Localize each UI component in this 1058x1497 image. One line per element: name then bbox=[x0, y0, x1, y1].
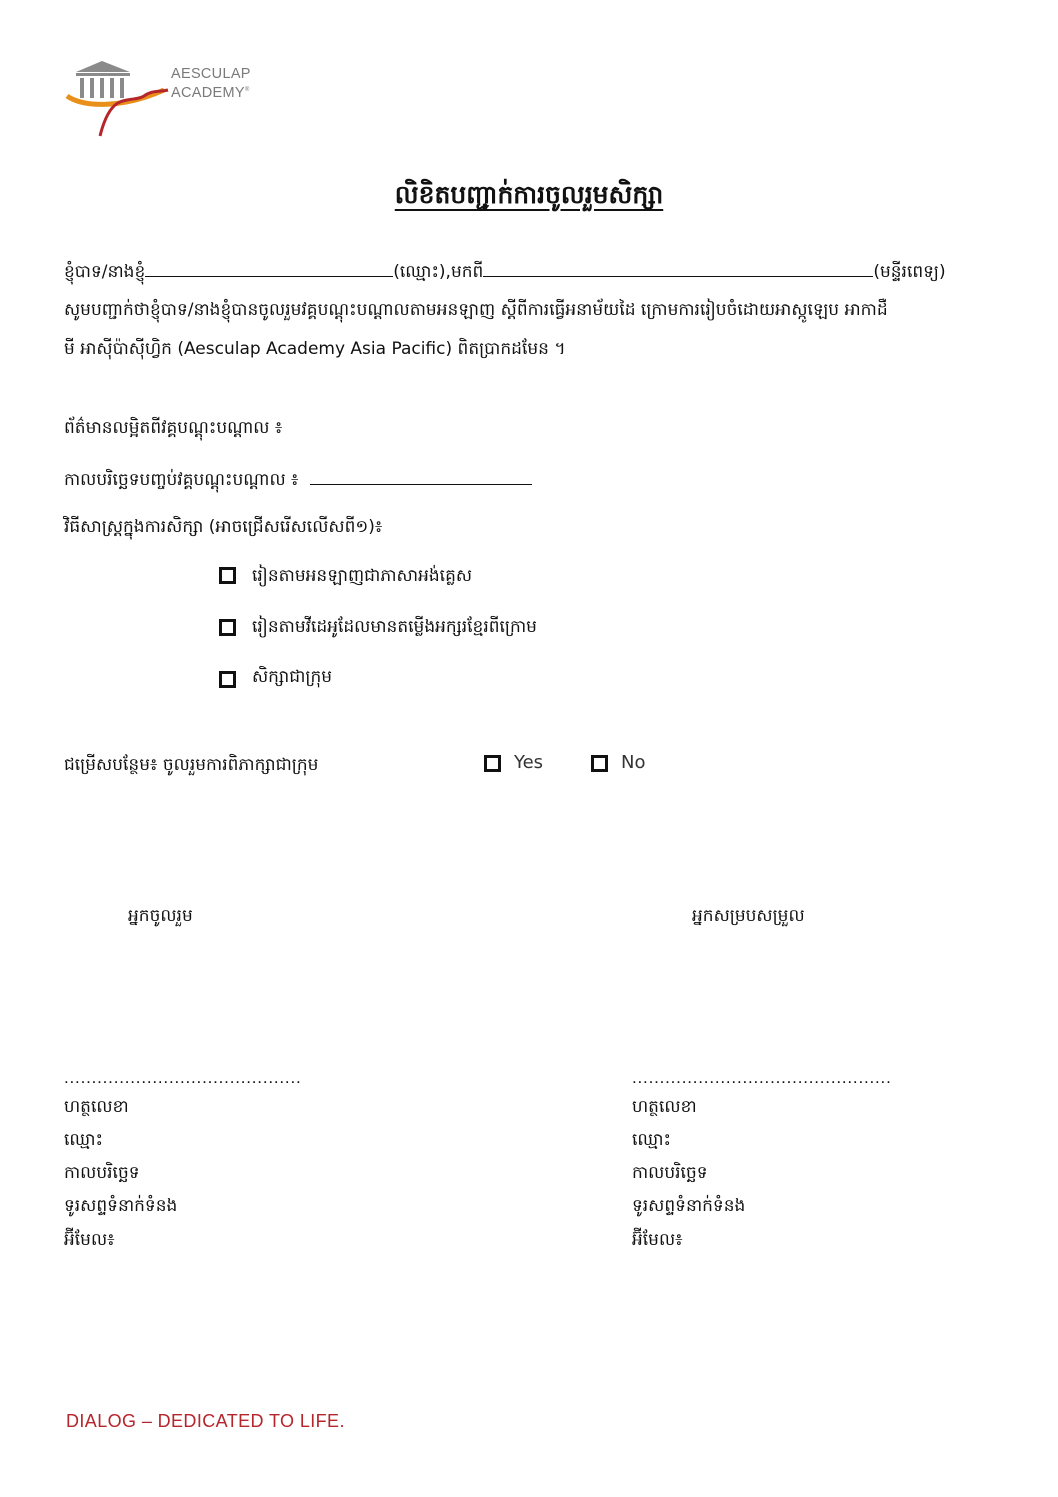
intro-line-3: មី អាស៊ីប៉ាស៊ីហ្វិក (Aesculap Academy Asia Pacific) ពិតប្រាកដមែន ។ bbox=[64, 339, 566, 359]
option-1-label: រៀនតាមអនឡាញជាភាសាអង់គ្លេស bbox=[252, 566, 473, 586]
yes-checkbox[interactable] bbox=[484, 755, 501, 772]
participant-phone-field: ទូរសព្ទទំនាក់ទំនង bbox=[64, 1196, 178, 1216]
option-3-label: សិក្សាជាក្រុម bbox=[252, 667, 333, 687]
participant-name-field: ឈ្មោះ bbox=[64, 1130, 104, 1150]
end-date-row bbox=[64, 466, 532, 492]
footer-slogan: DIALOG – DEDICATED TO LIFE. bbox=[66, 1411, 345, 1431]
no-label: No bbox=[621, 752, 646, 773]
i-am-label: ខ្ញុំបាទ/នាងខ្ញុំ bbox=[64, 262, 146, 282]
end-date-label: កាលបរិច្ឆេទបញ្ចប់វគ្គបណ្ដុះបណ្ដាល ៖ bbox=[64, 470, 299, 490]
coordinator-phone-field: ទូរសព្ទទំនាក់ទំនង bbox=[632, 1196, 746, 1216]
no-checkbox[interactable] bbox=[591, 755, 608, 772]
participant-email-field: អ៊ីមែល៖ bbox=[64, 1230, 115, 1250]
option-2-label: រៀនតាមវីដេអូដែលមានតម្លើងអក្សរខ្មែរពីក្រោម bbox=[252, 617, 537, 637]
option-2-checkbox[interactable] bbox=[219, 619, 236, 636]
extra-option-label: ជម្រើសបន្ថែម៖ ចូលរួមការពិភាក្សាជាក្រុម bbox=[64, 755, 319, 775]
coordinator-date-field: កាលបរិច្ឆេទ bbox=[632, 1163, 708, 1183]
end-date-blank[interactable] bbox=[310, 466, 532, 485]
participant-signature-field: ហត្ថលេខា bbox=[64, 1097, 129, 1117]
page-title: លិខិតបញ្ជាក់ការចូលរួមសិក្សា bbox=[394, 180, 664, 209]
logo-line-2-wrap bbox=[171, 82, 251, 101]
option-3-checkbox[interactable] bbox=[219, 671, 236, 688]
participant-signature-line: ........................................... bbox=[64, 1068, 302, 1087]
intro-line-2: សូមបញ្ជាក់ថាខ្ញុំបាទ/នាងខ្ញុំបានចូលរួមវគ្គបណ្ដុះបណ្ដាលតាមអនឡាញ ស្ដីពីការធ្វើអនាម័យដៃ ក្រោមការរៀបចំដោយអាស្កូឡេប អាកាដឺ bbox=[64, 300, 888, 320]
hospital-blank[interactable] bbox=[483, 258, 873, 277]
option-1-checkbox[interactable] bbox=[219, 567, 236, 584]
participant-heading: អ្នកចូលរួម bbox=[128, 906, 193, 926]
logo-text bbox=[171, 66, 251, 101]
logo-line-1: AESCULAP bbox=[171, 66, 251, 82]
intro-line-1 bbox=[64, 258, 946, 284]
method-label: វិធីសាស្ត្រក្នុងការសិក្សា (អាចជ្រើសរើសលើសពី១)៖ bbox=[64, 517, 383, 537]
coordinator-signature-line: ............................................... bbox=[632, 1068, 892, 1087]
participant-date-field: កាលបរិច្ឆេទ bbox=[64, 1163, 140, 1183]
coordinator-name-field: ឈ្មោះ bbox=[632, 1130, 672, 1150]
name-label: (ឈ្មោះ),មកពី bbox=[393, 262, 484, 282]
logo-line-2: ACADEMY bbox=[171, 84, 245, 101]
course-info-label: ព័ត៌មានលម្អិតពីវគ្គបណ្តុះបណ្តាល ៖ bbox=[64, 418, 283, 438]
yes-label: Yes bbox=[514, 752, 544, 773]
name-blank[interactable] bbox=[145, 258, 393, 277]
registered-mark: ® bbox=[244, 87, 250, 93]
coordinator-email-field: អ៊ីមែល៖ bbox=[632, 1230, 683, 1250]
hospital-label: (មន្ទីរពេទ្យ) bbox=[873, 262, 946, 282]
coordinator-signature-field: ហត្ថលេខា bbox=[632, 1097, 697, 1117]
coordinator-heading: អ្នកសម្របសម្រួល bbox=[692, 906, 805, 926]
